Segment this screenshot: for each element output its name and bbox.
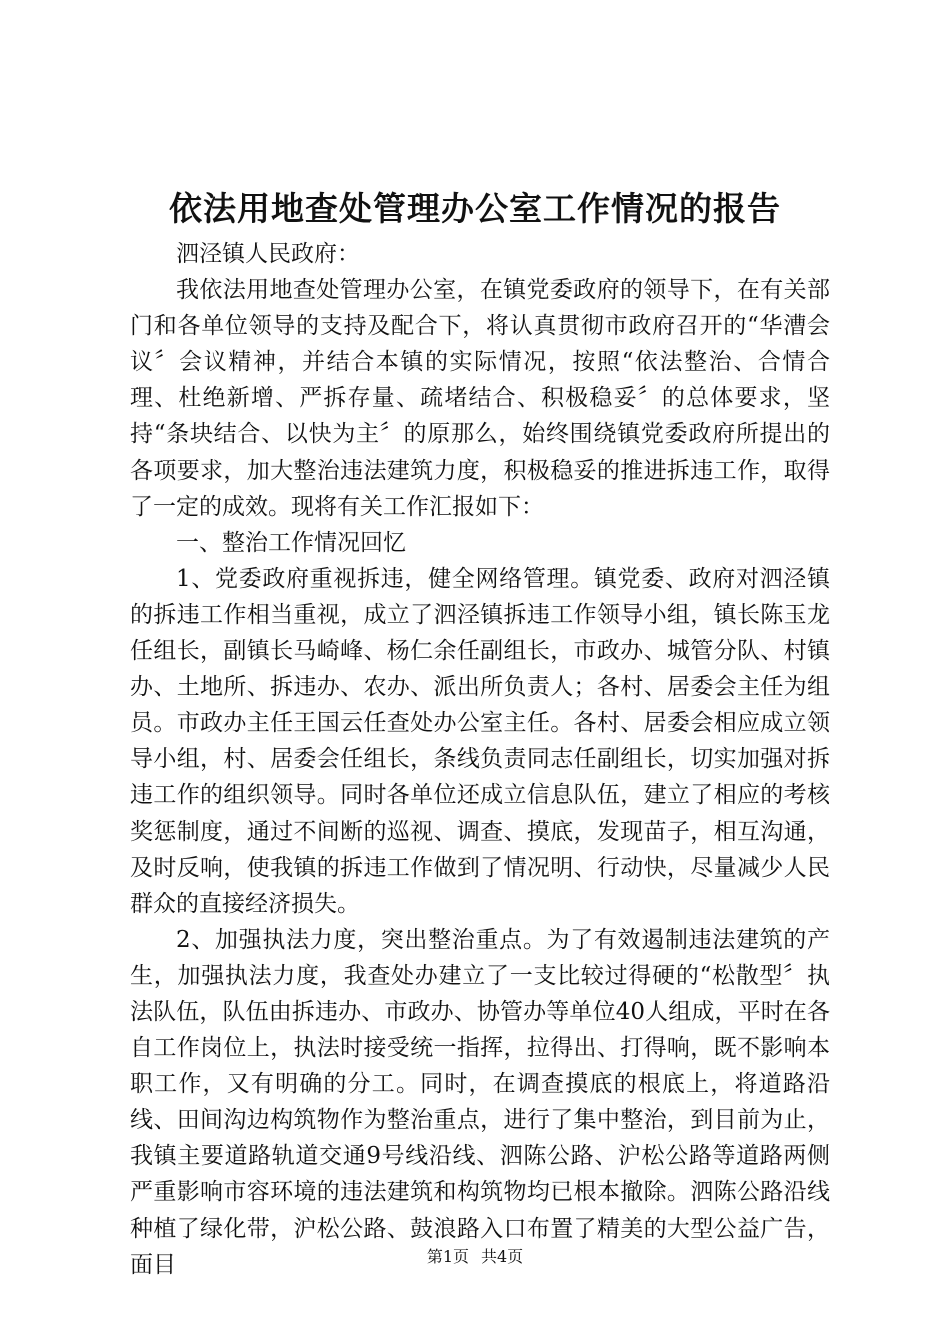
paragraph-item-1: 1、党委政府重视拆违，健全网络管理。镇党委、政府对泗泾镇的拆违工作相当重视，成立了泗泾镇拆违工作领导小组，镇长陈玉龙任组长，副镇长马崎峰、杨仁余任副组长，市政办、城管分队、村镇办、土地所、拆违办、农办、派出所负责人；各村、居委会主任为组员。市政办主任王国云任查处办公室主任。各村、居委会相应成立领导小组，村、居委会任组长，条线负责同志任副组长，切实加强对拆违工作的组织领导。同时各单位还成立信息队伍，建立了相应的考核奖惩制度，通过不间断的巡视、调查、摸底，发现苗子，相互沟通，及时反响，使我镇的拆违工作做到了情况明、行动快，尽量减少人民群众的直接经济损失。 — [130, 565, 830, 917]
page-footer — [0, 1247, 950, 1267]
paragraph-item-2: 2、加强执法力度，突出整治重点。为了有效遏制违法建筑的产生，加强执法力度，我查处办建立了一支比较过得硬的“松散型〞执法队伍，队伍由拆违办、市政办、协管办等单位40人组成，平时在各自工作岗位上，执法时接受统一指挥，拉得出、打得响，既不影响本职工作，又有明确的分工。同时，在调查摸底的根底上，将道路沿线、田间沟边构筑物作为整治重点，进行了集中整治，到目前为止，我镇主要道路轨道交通9号线沿线、泗陈公路、沪松公路等道路两侧严重影响市容环境的违法建筑和构筑物均已根本撤除。泗陈公路沿线种植了绿化带，沪松公路、鼓浪路入口布置了精美的大型公益广告，面目 — [130, 926, 830, 1278]
salutation: 泗泾镇人民政府： — [176, 241, 360, 267]
paragraph-intro: 我依法用地查处管理办公室，在镇党委政府的领导下，在有关部门和各单位领导的支持及配合下，将认真贯彻市政府召开的“华漕会议〞会议精神，并结合本镇的实际情况，按照“依法整治、合情合理、杜绝新增、严拆存量、疏堵结合、积极稳妥〞的总体要求，坚持“条块结合、以快为主〞的原那么，始终围绕镇党委政府所提出的各项要求，加大整治违法建筑力度，积极稳妥的推进拆违工作，取得了一定的成效。现将有关工作汇报如下： — [130, 277, 830, 520]
page-number: 第1页 — [426, 1247, 469, 1266]
section-heading: 一、整治工作情况回忆 — [176, 529, 406, 556]
document-body — [130, 236, 830, 1283]
document-title: 依法用地查处管理办公室工作情况的报告 — [169, 189, 781, 228]
page-total: 共4页 — [481, 1247, 524, 1266]
